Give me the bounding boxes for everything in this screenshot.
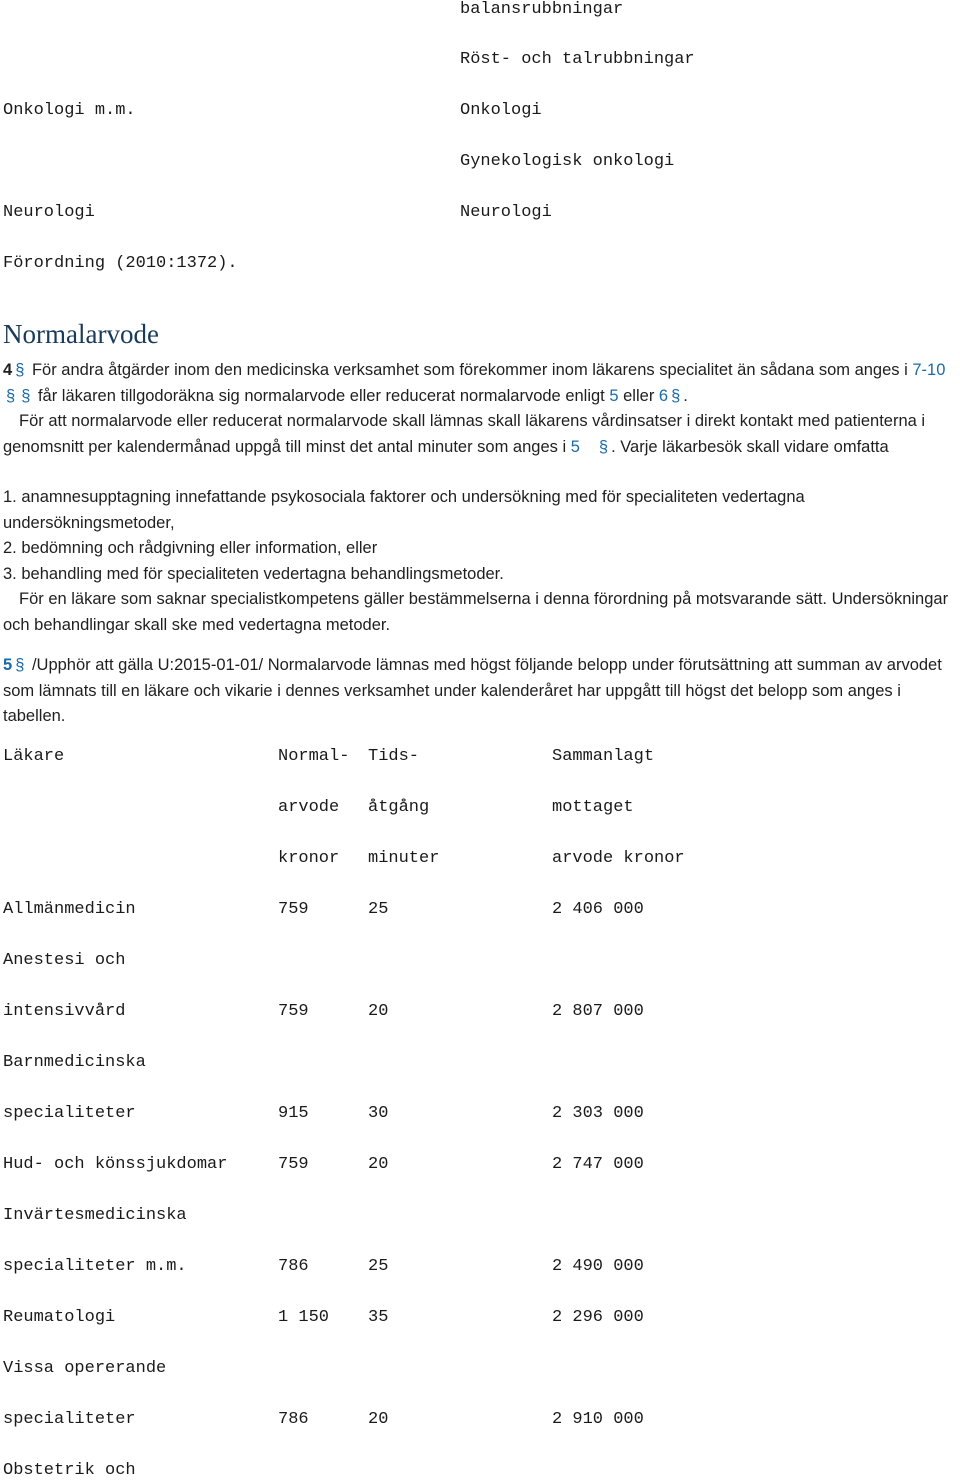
section-symbol-icon[interactable]: § (15, 656, 25, 674)
top-line-right: Gynekologisk onkologi (460, 152, 675, 171)
top-line-left: Onkologi m.m. (3, 101, 136, 120)
list-item-2: 2. bedömning och rådgivning eller information, eller (3, 539, 378, 557)
top-line-right: Neurologi (460, 203, 552, 222)
table-cell-fee: arvode (278, 798, 340, 817)
table-cell-total: 2 807 000 (552, 1002, 644, 1021)
section-symbol-icon[interactable]: § (671, 386, 681, 405)
table-cell-fee: 759 (278, 1155, 309, 1174)
section-number: 4 (3, 361, 13, 379)
table-cell-time: 20 (368, 1002, 389, 1021)
table-cell-physician: Vissa opererande (3, 1359, 167, 1378)
table-cell-fee: 759 (278, 1002, 309, 1021)
table-cell-fee: 1 150 (278, 1308, 330, 1327)
table-cell-fee: kronor (278, 849, 340, 868)
section-number-link[interactable]: 5 (3, 656, 13, 674)
section-text: . Varje läkarbesök skall vidare omfatta (611, 437, 889, 456)
top-line-right: balansrubbningar (460, 0, 624, 19)
table-cell-time: 25 (368, 900, 389, 919)
table-cell-total: 2 747 000 (552, 1155, 644, 1174)
table-cell-time: 30 (368, 1104, 389, 1123)
table-cell-fee: 786 (278, 1410, 309, 1429)
table-cell-time: 20 (368, 1410, 389, 1429)
table-cell-physician: specialiteter m.m. (3, 1257, 187, 1276)
table-cell-time: 25 (368, 1257, 389, 1276)
table-cell-physician: Läkare (3, 747, 65, 766)
section-symbol-icon[interactable]: § (15, 361, 25, 379)
table-cell-time: minuter (368, 849, 440, 868)
table-cell-physician: specialiteter (3, 1104, 136, 1123)
table-cell-fee: Normal- (278, 747, 350, 766)
top-line-left: Neurologi (3, 203, 95, 222)
section-4-paragraph-2 (3, 409, 958, 460)
table-cell-total: 2 910 000 (552, 1410, 644, 1429)
list-item-1: 1. anamnesupptagning innefattande psykosociala faktorer och undersökning med för specialiteten vedertagna undersökningsmetoder, (3, 488, 805, 532)
section-symbol-icon[interactable]: § (598, 437, 609, 456)
section-text: /Upphör att gälla U:2015-01-01/ Normalarvode lämnas med högst följande belopp under förutsättning att summan av arvodet som lämnats till en läkare och vikarie i dennes verksamhet under kalenderåret har uppgått till högst det belopp som anges i tabellen. (3, 656, 942, 725)
list-item-3: 3. behandling med för specialiteten vedertagna behandlingsmetoder. (3, 565, 504, 583)
table-cell-physician: Anestesi och (3, 951, 126, 970)
top-line-right: Onkologi (460, 101, 542, 120)
table-cell-physician: intensivvård (3, 1002, 126, 1021)
table-cell-total: 2 303 000 (552, 1104, 644, 1123)
table-cell-total: 2 406 000 (552, 900, 644, 919)
table-cell-time: 35 (368, 1308, 389, 1327)
table-cell-physician: specialiteter (3, 1410, 136, 1429)
table-cell-total: 2 296 000 (552, 1308, 644, 1327)
section-ref-link[interactable]: 6 (658, 386, 669, 405)
table-cell-total: Sammanlagt (552, 747, 655, 766)
table-cell-physician: Hud- och könssjukdomar (3, 1155, 228, 1174)
section-symbol-icon[interactable]: § (21, 386, 31, 405)
table-cell-physician: Reumatologi (3, 1308, 116, 1327)
section-5-paragraph (3, 653, 958, 730)
section-text: . (683, 386, 688, 405)
section-text: får läkaren tillgodoräkna sig normalarvode eller reducerat normalarvode enligt (33, 386, 610, 405)
section-text: eller (618, 386, 659, 405)
section-ref-link[interactable]: 5 (609, 386, 619, 405)
table-cell-fee: 915 (278, 1104, 309, 1123)
table-cell-total: arvode kronor (552, 849, 685, 868)
section-ref-link[interactable]: 7-10 (912, 361, 946, 379)
table-cell-physician: Allmänmedicin (3, 900, 136, 919)
section-symbol-icon[interactable]: § (6, 386, 16, 405)
section-heading: Normalarvode (3, 319, 159, 349)
table-cell-physician: Barnmedicinska (3, 1053, 146, 1072)
top-line-right: Röst- och talrubbningar (460, 50, 695, 69)
table-cell-fee: 786 (278, 1257, 309, 1276)
section-ref-link[interactable]: 5 (570, 437, 580, 456)
section-4-paragraph-3: För en läkare som saknar specialistkompetens gäller bestämmelserna i denna förordning på motsvarande sätt. Undersökningar och behandlingar skall ske med vedertagna metoder. (3, 590, 949, 634)
top-line-left: Förordning (2010:1372). (3, 254, 238, 273)
table-cell-physician: Obstetrik och (3, 1461, 136, 1480)
section-4-paragraph (3, 358, 958, 409)
section-text: För andra åtgärder inom den medicinska verksamhet som förekommer inom läkarens specialitet än sådana som anges i (27, 361, 913, 379)
table-cell-time: 20 (368, 1155, 389, 1174)
table-cell-total: 2 490 000 (552, 1257, 644, 1276)
table-cell-fee: 759 (278, 900, 309, 919)
table-cell-time: Tids- (368, 747, 420, 766)
table-cell-physician: Invärtesmedicinska (3, 1206, 187, 1225)
table-cell-total: mottaget (552, 798, 634, 817)
table-cell-time: åtgång (368, 798, 430, 817)
section-text: För att normalarvode eller reducerat normalarvode skall lämnas skall läkarens vårdinsatser i direkt kontakt med patienterna i genomsnitt per kalendermånad uppgå till minst det antal minuter som anges i (3, 412, 926, 456)
